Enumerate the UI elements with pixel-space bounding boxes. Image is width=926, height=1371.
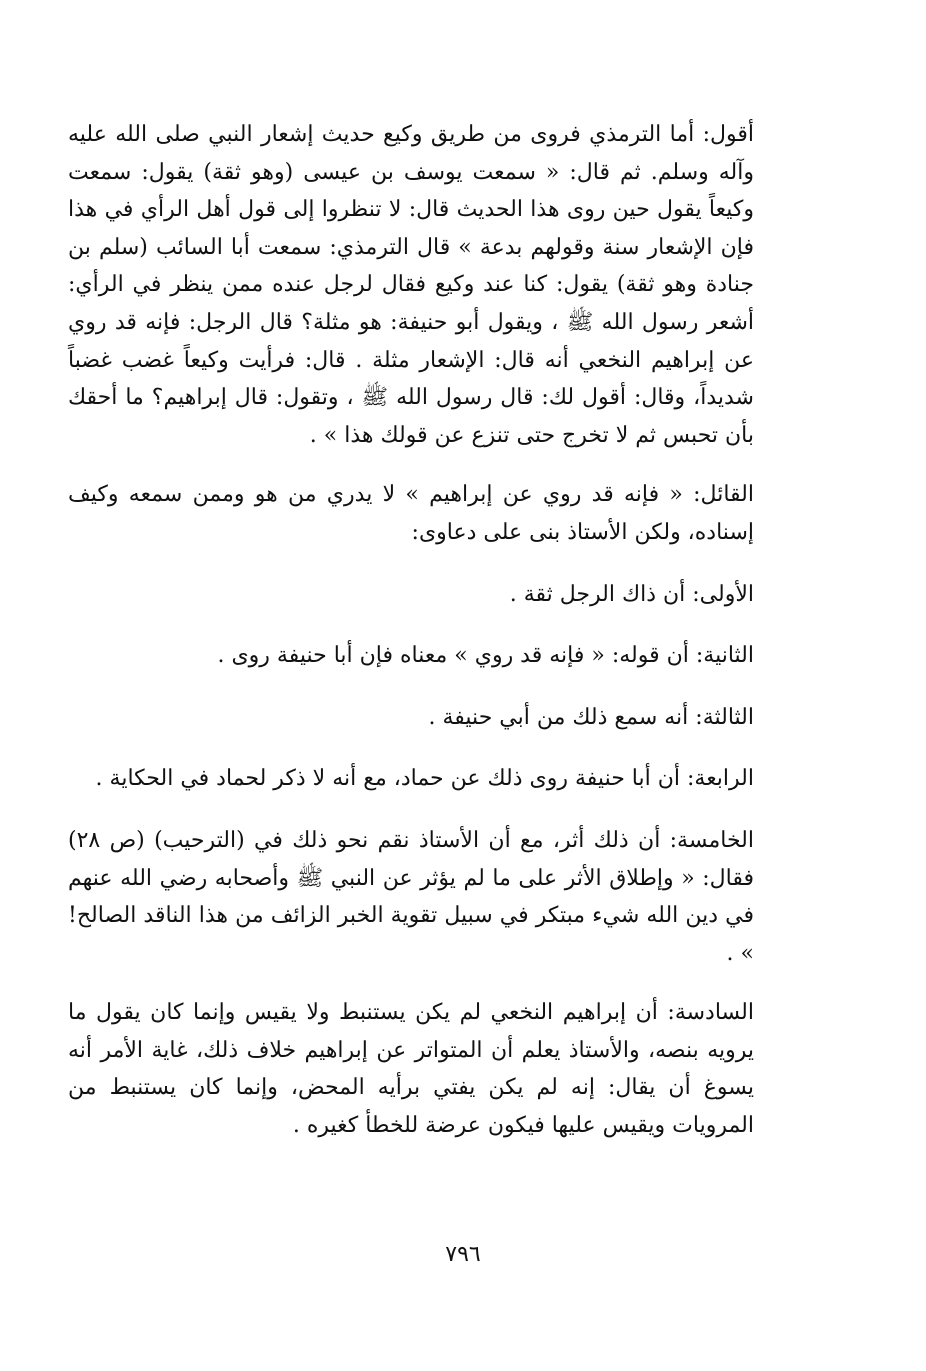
paragraph-3: الأولى: أن ذاك الرجل ثقة . — [509, 581, 754, 607]
paragraph-5: الثالثة: أنه سمع ذلك من أبي حنيفة . — [428, 704, 754, 730]
paragraph-7: الخامسة: أن ذلك أثر، مع أن الأستاذ نقم نحو ذلك في (الترحيب) (ص ٢٨) فقال: « وإطلاق الأثر على ما لم يؤثر عن النبي ﷺ وأصحابه رضي الله عنهم في دين الله شيء مبتكر في سبيل تقوية الخبر الزائف من هذا الناقد الصالح! » . — [68, 827, 754, 966]
paragraph-2: القائل: « فإنه قد روي عن إبراهيم » لا يدري من هو وممن سمعه وكيف إسناده، ولكن الأستاذ بنى على دعاوى: — [68, 482, 754, 545]
paragraph-6: الرابعة: أن أبا حنيفة روى ذلك عن حماد، مع أنه لا ذكر لحماد في الحكاية . — [95, 766, 754, 792]
page-body — [68, 116, 788, 1145]
paragraph-4: الثانية: أن قوله: « فإنه قد روي » معناه فإن أبا حنيفة روى . — [217, 643, 754, 669]
page-number: ٧٩٦ — [445, 1242, 481, 1267]
paragraph-1: أقول: أما الترمذي فروى من طريق وكيع حديث إشعار النبي صلى الله عليه وآله وسلم. ثم قال: « سمعت يوسف بن عيسى (وهو ثقة) يقول: سمعت وكيعاً يقول حين روى هذا الحديث قال: لا تنظروا إلى قول أهل الرأي في هذا فإن الإشعار سنة وقولهم بدعة » قال الترمذي: سمعت أبا السائب (سلم بن جنادة وهو ثقة) يقول: كنا عند وكيع فقال لرجل عنده ممن ينظر في الرأي: أشعر رسول الله ﷺ ، ويقول أبو حنيفة: هو مثلة؟ قال الرجل: فإنه قد روي عن إبراهيم النخعي أنه قال: الإشعار مثلة . قال: فرأيت وكيعاً غضب غضباً شديداً، وقال: أقول لك: قال رسول الله ﷺ ، وتقول: قال إبراهيم؟ ما أحقك بأن تحبس ثم لا تخرج حتى تنزع عن قولك هذا » . — [68, 122, 754, 448]
paragraph-8: السادسة: أن إبراهيم النخعي لم يكن يستنبط ولا يقيس وإنما كان يقول ما يرويه بنصه، والأستاذ يعلم أن المتواتر عن إبراهيم خلاف ذلك، غاية الأمر أنه يسوغ أن يقال: إنه لم يكن يفتي برأيه المحض، وإنما كان يستنبط من المرويات ويقيس عليها فيكون عرضة للخطأ كغيره . — [68, 1000, 754, 1139]
